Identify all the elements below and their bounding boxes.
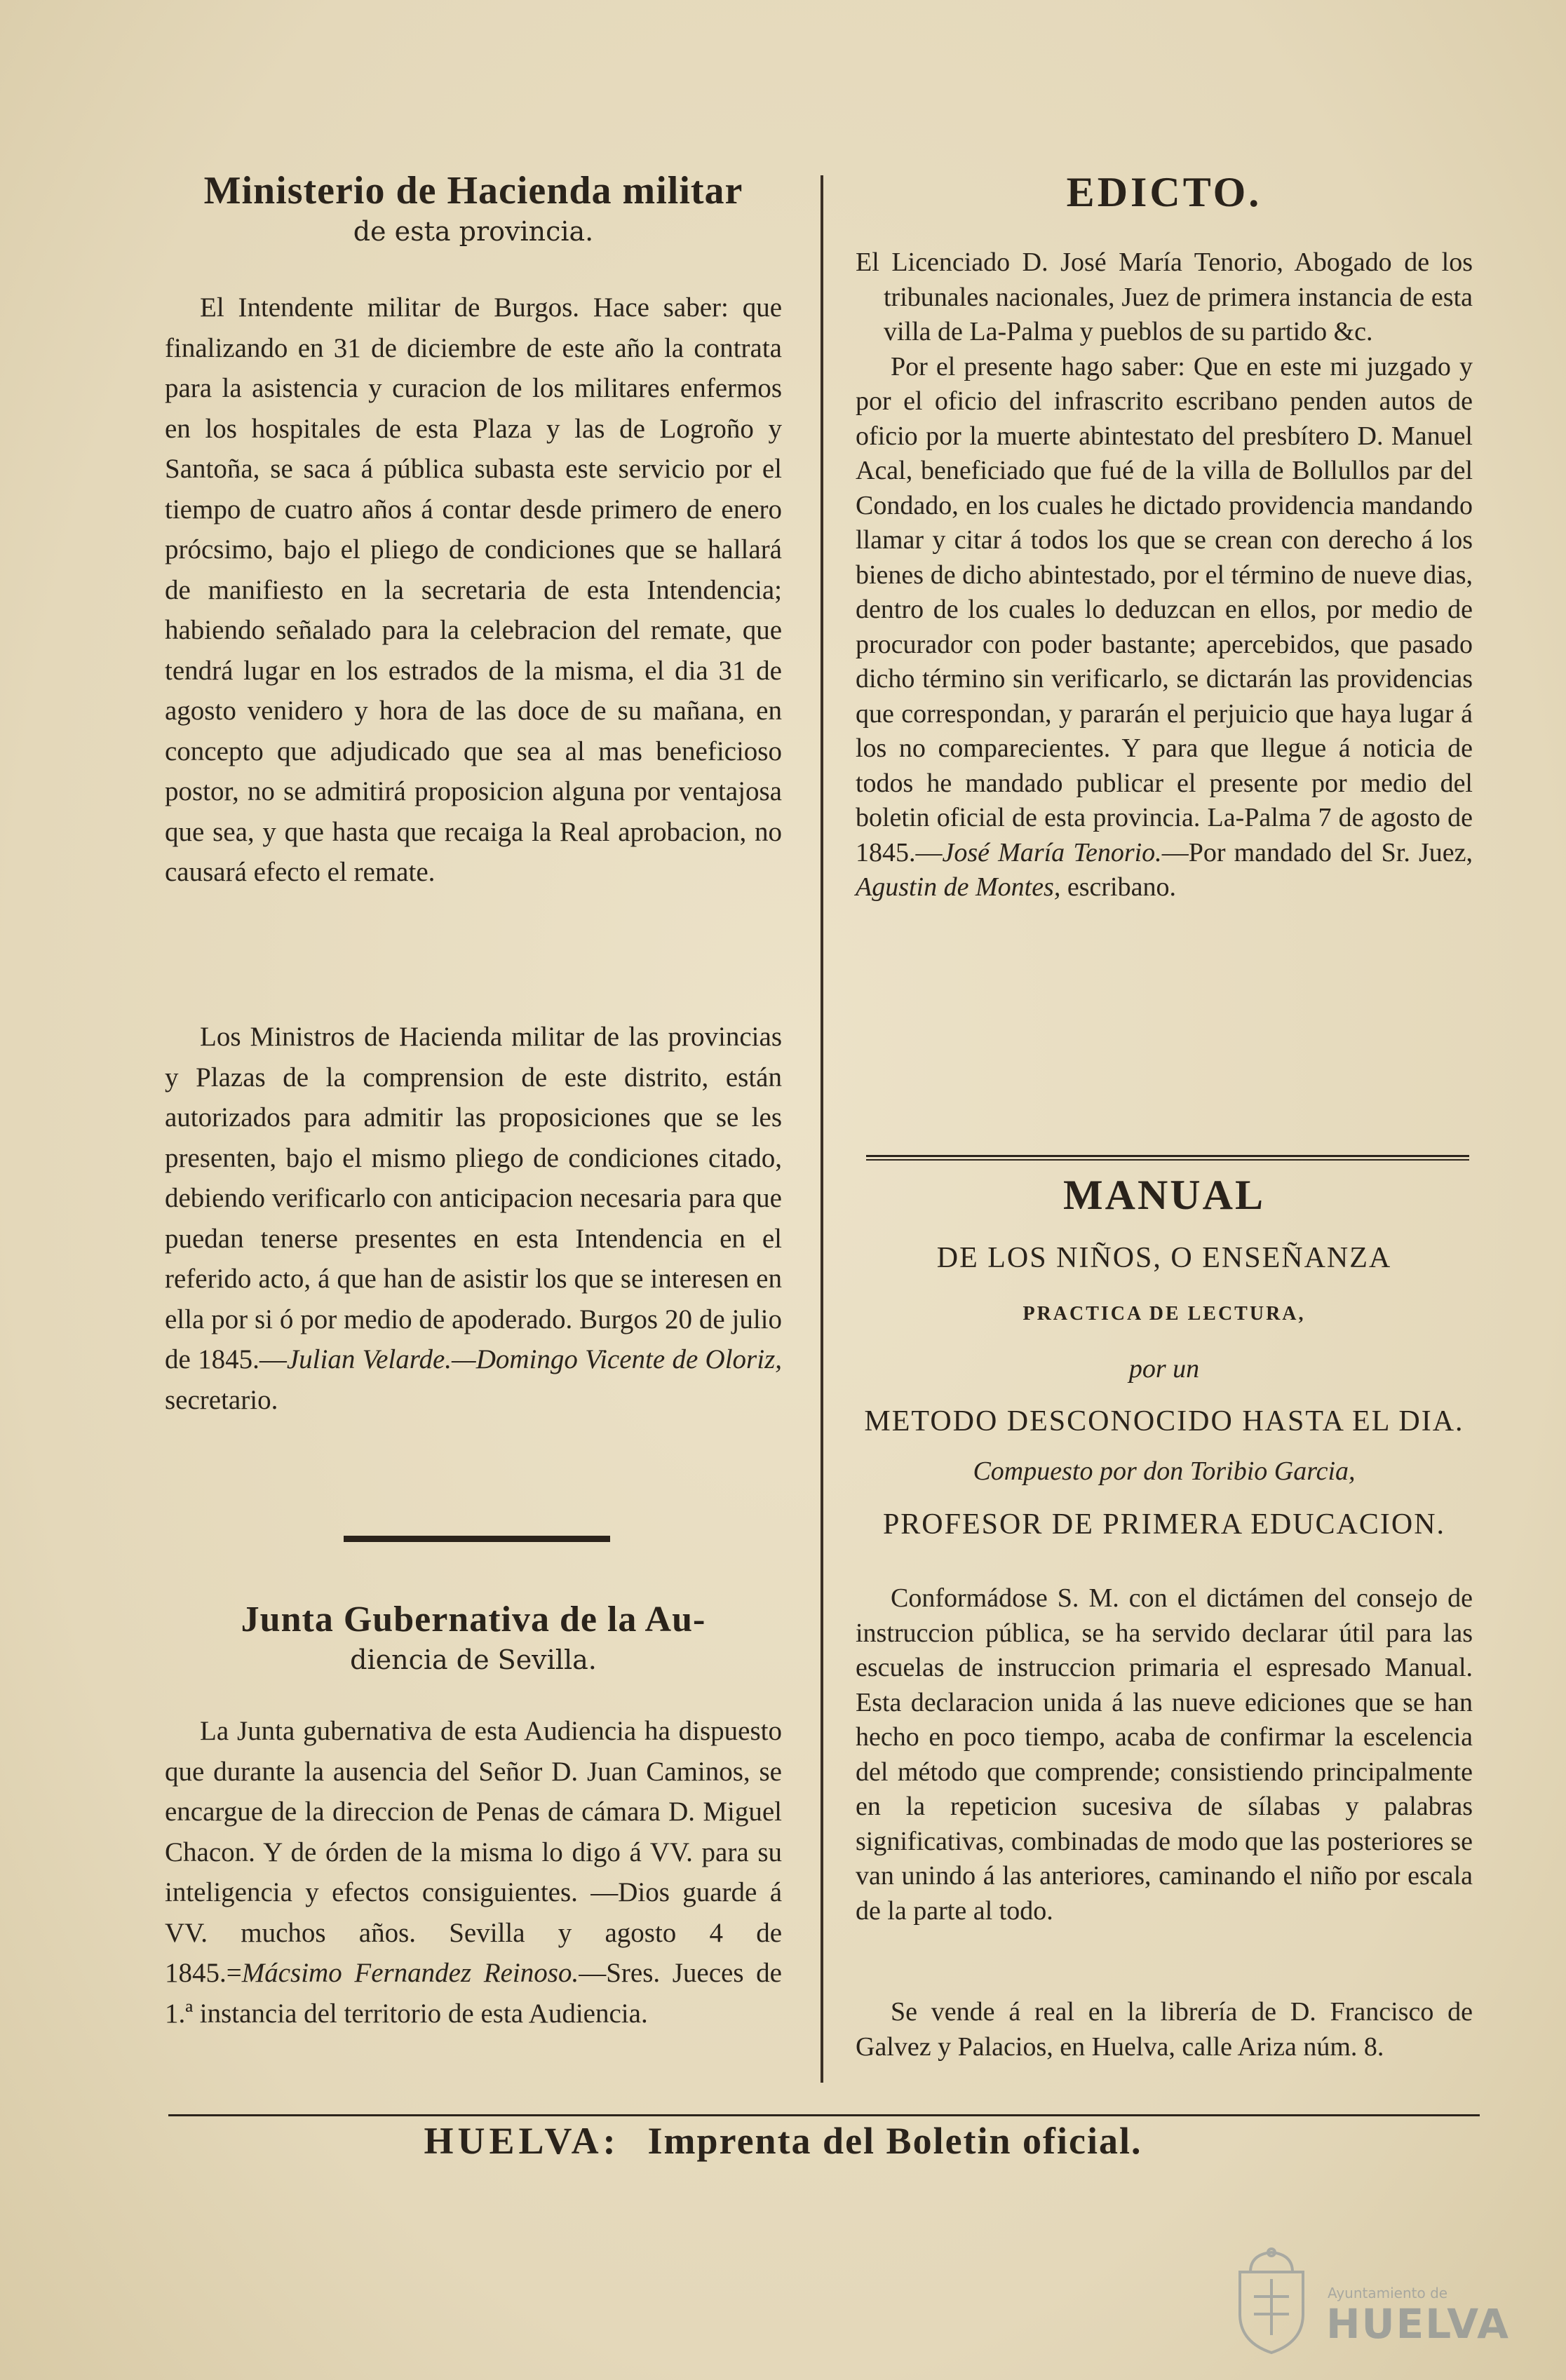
section-title-edicto: EDICTO.: [1066, 169, 1262, 215]
manual-author-title: PROFESOR DE PRIMERA EDUCACION.: [882, 1508, 1446, 1541]
hacienda-signatures: Julian Velarde.—Domingo Vicente de Oloriz,: [286, 1344, 782, 1374]
manual-subtitle-2: PRACTICA DE LECTURA,: [1022, 1303, 1306, 1325]
manual-paragraph-2: Se vende á real en la librería de D. Francisco de Galvez y Palacios, en Huelva, calle Ariza núm. 8.: [856, 1997, 1473, 2062]
edicto-signature-clerk: Agustin de Montes,: [856, 872, 1061, 902]
section-separator: [344, 1536, 610, 1542]
imprint-press: Imprenta del Boletin oficial.: [647, 2120, 1142, 2162]
watermark-big-text: HUELVA: [1326, 2300, 1511, 2348]
edicto-signature-judge: José María Tenorio.: [942, 837, 1162, 867]
hacienda-signature-tail: secretario.: [165, 1384, 278, 1415]
footer-rule: [168, 2114, 1480, 2116]
section-title-hacienda: Ministerio de Hacienda militar: [203, 169, 743, 212]
hacienda-paragraph-2-text: Los Ministros de Hacienda militar de las provincias y Plazas de la comprension de este distrito, están autorizados para admitir las proposiciones que se les presenten, bajo el mismo pliego de condiciones citado, debiendo verificarlo con anticipacion necesaria para que puedan tenerse presentes en esta Intendencia en el referido acto, á que han de asistir los que se interesen en ella por si ó por medio de apoderado. Burgos 20 de julio de 1845.—: [165, 1022, 782, 1374]
hacienda-paragraph-1: El Intendente militar de Burgos. Hace saber: que finalizando en 31 de diciembre de este año la contrata para la asistencia y curacion de los militares enfermos en los hospitales de esta Plaza y las de Logroño y Santoña, se saca á pública subasta este servicio por el tiempo de cuatro años á contar desde primero de enero prócsimo, bajo el pliego de condiciones que se hallará de manifiesto en la secretaria de esta Intendencia; habiendo señalado para la celebracion del remate, que tendrá lugar en los estrados de la misma, el dia 31 de agosto venidero y hora de las doce de su mañana, en concepto que adjudicado que sea al mas beneficioso postor, no se admitirá proposicion alguna por ventajosa que sea, y que hasta que recaiga la Real aprobacion, no causará efecto el remate.: [165, 292, 782, 887]
double-rule-top: [866, 1155, 1469, 1157]
section-subtitle-junta: diencia de Sevilla.: [350, 1644, 597, 1675]
edicto-tail: escribano.: [1060, 872, 1176, 902]
junta-paragraph: [165, 1711, 782, 2034]
manual-author: Compuesto por don Toribio Garcia,: [973, 1456, 1356, 1486]
section-subtitle-hacienda: de esta provincia.: [353, 216, 594, 247]
manual-paragraph-1: Conformádose S. M. con el dictámen del consejo de instruccion pública, se ha servido declarar útil para las escuelas de instruccion primaria el espresado Manual. Esta declaracion unida á las nueve ediciones que se han hecho en poco tiempo, acaba de confirmar la escelencia del método que comprende; consistiendo principalmente en la repeticion sucesiva de sílabas y palabras significativas, combinadas de modo que las posteriores se van unindo á las anteriores, caminando el niño por escala de la parte al todo.: [856, 1583, 1473, 1926]
section-title-junta: Junta Gubernativa de la Au-: [241, 1600, 706, 1639]
column-divider: [821, 175, 823, 2083]
edicto-intro: El Licenciado D. José María Tenorio, Abogado de los tribunales nacionales, Juez de primera instancia de esta villa de La-Palma y pueblos de su partido &c.: [856, 248, 1473, 346]
edicto-body: [856, 245, 1473, 905]
section-title-manual: MANUAL: [1063, 1172, 1265, 1218]
hacienda-paragraph-2: [165, 1017, 782, 1420]
archive-watermark: [1222, 2244, 1511, 2356]
edicto-paragraph-text: Por el presente hago saber: Que en este mi juzgado y por el oficio del infrascrito escribano penden autos de oficio por la muerte abintestato del presbítero D. Manuel Acal, beneficiado que fué de la villa de Bollullos par del Condado, en los cuales he dictado providencia mandando llamar y citar á todos los que se crean con derecho á los bienes de dicho abintestado, por el término de nueve dias, dentro de los cuales lo deduzcan en ellos, por medio de procurador con poder bastante; apercebidos, que pasado dicho término sin verificarlo, se dictarán las providencias que correspondan, y pararán el perjuicio que haya lugar á los no comparecientes. Y para que llegue á noticia de todos he mandado publicar el presente por medio del boletin oficial de esta provincia. La-Palma 7 de agosto de 1845.—: [856, 351, 1473, 867]
watermark-small-text: Ayuntamiento de: [1328, 2285, 1448, 2301]
junta-signature: Mácsimo Fernandez Reinoso.: [241, 1958, 579, 1988]
imprint-city: HUELVA:: [424, 2120, 620, 2162]
manual-subtitle-3: por un: [1128, 1354, 1200, 1384]
imprint-footer: [0, 2119, 1566, 2163]
edicto-paragraph: [856, 350, 1473, 905]
crest-icon: [1222, 2244, 1321, 2356]
junta-tail: —Sres. Jueces de 1.ª instancia del territorio de esta Audiencia.: [165, 1958, 782, 2029]
junta-paragraph-text: La Junta gubernativa de esta Audiencia ha dispuesto que durante la ausencia del Señor D. Juan Caminos, se encargue de la direccion de Penas de cámara D. Miguel Chacon. Y de órden de la misma lo digo á VV. para su inteligencia y efectos consiguientes. —Dios guarde á VV. muchos años. Sevilla y agosto 4 de 1845.=: [165, 1716, 782, 1988]
double-rule-bottom: [866, 1159, 1469, 1161]
edicto-mid: —Por mandado del Sr. Juez,: [1161, 837, 1473, 867]
manual-subtitle-4: METODO DESCONOCIDO HASTA EL DIA.: [864, 1405, 1464, 1438]
manual-subtitle-1: DE LOS NIÑOS, O ENSEÑANZA: [936, 1242, 1392, 1274]
